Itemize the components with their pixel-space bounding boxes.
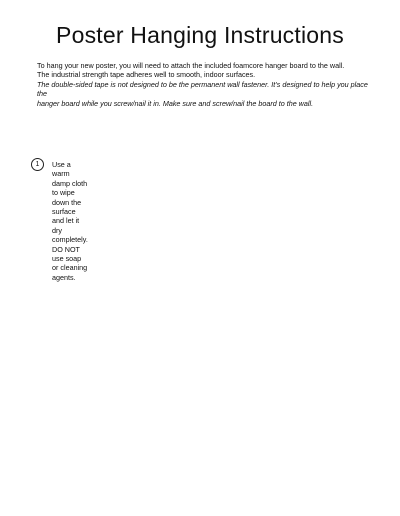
intro-line: The industrial strength tape adheres well to smooth, indoor surfaces. [37, 70, 256, 80]
intro-paragraph [37, 61, 377, 108]
tape-note: The double-sided tape is not designed to be the permanent wall fastener. It’s designed to help you place the [37, 79, 368, 99]
step-text: Use a warm damp cloth to wipe down the surface and let it dry completely. DO NOT use soap or cleaning agents. [52, 160, 88, 282]
intro-line: To hang your new poster, you will need to attach the included foamcore hanger board to the wall. [37, 61, 345, 70]
step-number: 1 [31, 158, 44, 171]
page-title: Poster Hanging Instructions [56, 22, 344, 48]
tape-note: hanger board while you screw/nail it in. Make sure and screw/nail the board to the wall. [37, 98, 314, 108]
